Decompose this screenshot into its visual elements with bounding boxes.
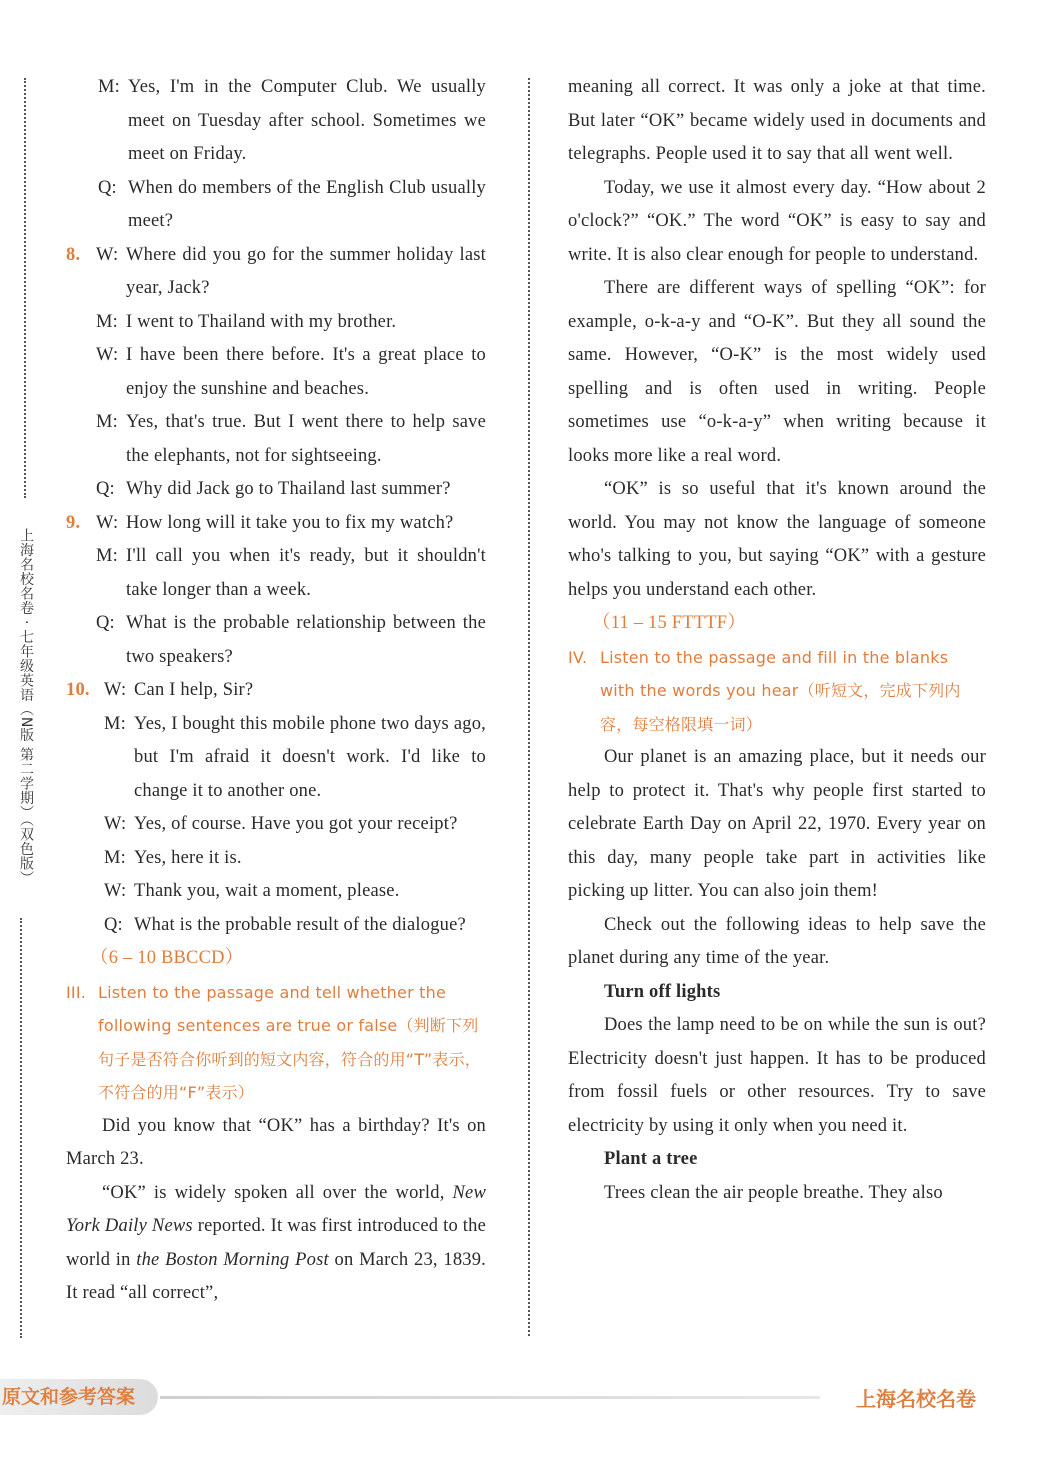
dialogue-text: What is the probable relationship between the two speakers? <box>126 613 486 667</box>
footer-section-label: 原文和参考答案 <box>0 1379 158 1415</box>
passage-text: reported. It was first introduced to the world in <box>66 1216 487 1270</box>
section-instruction: Listen to the passage and tell whether the following sentences are true or false（判断下列句子是否符合你听到的短文内容，符合的用“T”表示，不符合的用“F”表示） <box>98 982 482 1102</box>
right-column <box>568 71 986 1210</box>
passage-paragraph <box>66 1177 486 1311</box>
dialogue-line <box>104 708 486 809</box>
speaker-label: W: <box>104 881 127 901</box>
dialogue-line <box>98 172 486 239</box>
dialogue-text: Yes, of course. Have you got your receipt? <box>134 814 458 834</box>
speaker-label: W: <box>96 512 119 533</box>
question-8 <box>66 239 486 507</box>
passage-paragraph: There are different ways of spelling “OK”: for example, o-k-a-y and “O-K”. But they all sound the same. However, “O-K” is the most widely used spelling and is often used in writing. People sometimes use “o-k-a-y” when writing because it looks more like a real word. <box>568 278 986 466</box>
dialogue-text: I'll call you when it's ready, but it shouldn't take longer than a week. <box>126 546 486 600</box>
newspaper-title: New York Daily News <box>66 1182 486 1236</box>
question-number: 9. <box>66 512 81 533</box>
question-9 <box>66 507 486 675</box>
side-divider-bottom <box>20 918 22 1338</box>
footer-brand-logo: 上海名校名卷 <box>856 1387 976 1411</box>
passage-paragraph: Today, we use it almost every day. “How about 2 o'clock?” “OK.” The word “OK” is easy to say and write. It is also clear enough for people to understand. <box>568 177 986 265</box>
dialogue-line <box>96 339 486 406</box>
speaker-label: M: <box>96 412 118 432</box>
subheading-plant-a-tree: Plant a tree <box>604 1149 698 1169</box>
passage-text: “OK” is widely spoken all over the world, <box>102 1182 445 1203</box>
left-column <box>66 71 486 1311</box>
dialogue-text: I went to Thailand with my brother. <box>126 311 397 332</box>
speaker-label: Q: <box>98 177 117 198</box>
speaker-label: W: <box>104 814 127 834</box>
dialogue-text: When do members of the English Club usually meet? <box>128 177 486 231</box>
passage-paragraph: “OK” is so useful that it's known around the world. You may not know the language of someone who's talking to you, but saying “OK” with a gesture helps you understand each other. <box>568 479 986 600</box>
question-number: 8. <box>66 244 81 265</box>
passage-paragraph: Did you know that “OK” has a birthday? It's on March 23. <box>66 1115 486 1169</box>
dialogue-text: Why did Jack go to Thailand last summer? <box>126 479 451 499</box>
speaker-label: M: <box>96 546 118 566</box>
side-divider-top <box>24 78 26 498</box>
passage-paragraph: meaning all correct. It was only a joke at that time. But later “OK” became widely used in documents and telegraphs. People used it to say that all went well. <box>568 77 986 164</box>
passage-paragraph: Does the lamp need to be on while the sun is out? Electricity doesn't just happen. It has to be produced from fossil fuels or other resources. Try to save electricity by using it only when you need it. <box>568 1015 986 1136</box>
section-4-heading <box>568 641 986 742</box>
dialogue-line <box>96 540 486 607</box>
subheading-turn-off-lights: Turn off lights <box>604 981 721 1002</box>
dialogue-text: Yes, I bought this mobile phone two days ago, but I'm afraid it doesn't work. I'd like to change it to another one. <box>134 713 486 801</box>
speaker-label: M: <box>104 713 126 734</box>
footer-rule <box>160 1396 820 1399</box>
side-book-title: 上海名校名卷 · 七年级英语（N版 第二学期）（双色版） <box>18 528 34 886</box>
speaker-label: M: <box>104 847 126 868</box>
speaker-label: W: <box>96 345 119 365</box>
speaker-label: Q: <box>96 613 115 633</box>
speaker-label: M: <box>96 311 118 332</box>
dialogue-line <box>96 239 486 306</box>
dialogue-text: I have been there before. It's a great place to enjoy the sunshine and beaches. <box>126 345 486 399</box>
question-7-continued <box>66 71 486 239</box>
question-number: 10. <box>66 680 90 700</box>
dialogue-line <box>104 875 486 909</box>
passage-paragraph: Our planet is an amazing place, but it needs our help to protect it. That's why people first started to celebrate Earth Day on April 22, 1970. Every year on this day, many people take part in activities like picking up litter. You can also join them! <box>568 747 986 901</box>
speaker-label: Q: <box>96 479 115 499</box>
dialogue-line <box>96 607 486 674</box>
dialogue-text: Yes, I'm in the Computer Club. We usually meet on Tuesday after school. Sometimes we meet on Friday. <box>128 77 486 164</box>
dialogue-text: Yes, here it is. <box>134 847 242 868</box>
dialogue-text: What is the probable result of the dialogue? <box>134 914 466 935</box>
dialogue-line <box>96 473 486 507</box>
answer-key-6-10: （6 – 10 BBCCD） <box>90 948 244 968</box>
section-numeral: III. <box>66 982 87 1002</box>
dialogue-line <box>96 406 486 473</box>
speaker-label: W: <box>104 680 127 700</box>
speaker-label: Q: <box>104 914 123 935</box>
dialogue-line <box>104 808 486 842</box>
speaker-label: W: <box>96 244 119 265</box>
dialogue-line <box>104 909 486 943</box>
dialogue-line <box>98 71 486 172</box>
dialogue-line <box>96 306 486 340</box>
section-numeral: IV. <box>568 647 588 667</box>
passage-paragraph: Check out the following ideas to help save the planet during any time of the year. <box>568 914 986 968</box>
dialogue-line <box>96 507 486 541</box>
speaker-label: M: <box>98 77 120 97</box>
section-instruction: Listen to the passage and fill in the blanks with the words you hear（听短文，完成下列内容，每空格限填一词） <box>600 647 961 734</box>
question-10 <box>66 674 486 942</box>
dialogue-text: Yes, that's true. But I went there to help save the elephants, not for sightseeing. <box>126 412 486 466</box>
column-divider <box>528 78 530 1336</box>
dialogue-text: How long will it take you to fix my watch? <box>126 512 454 533</box>
dialogue-text: Where did you go for the summer holiday last year, Jack? <box>126 244 486 298</box>
newspaper-title: the Boston Morning Post <box>136 1249 329 1270</box>
dialogue-text: Thank you, wait a moment, please. <box>134 881 400 901</box>
passage-paragraph: Trees clean the air people breathe. They also <box>604 1182 943 1203</box>
dialogue-line <box>104 674 486 708</box>
passage-text: on March 23, 1839. It read “all correct”, <box>66 1249 487 1303</box>
section-3-heading <box>66 976 486 1110</box>
dialogue-line <box>104 842 486 876</box>
answer-key-11-15: （11 – 15 FTTTF） <box>592 613 746 633</box>
dialogue-text: Can I help, Sir? <box>134 680 254 700</box>
